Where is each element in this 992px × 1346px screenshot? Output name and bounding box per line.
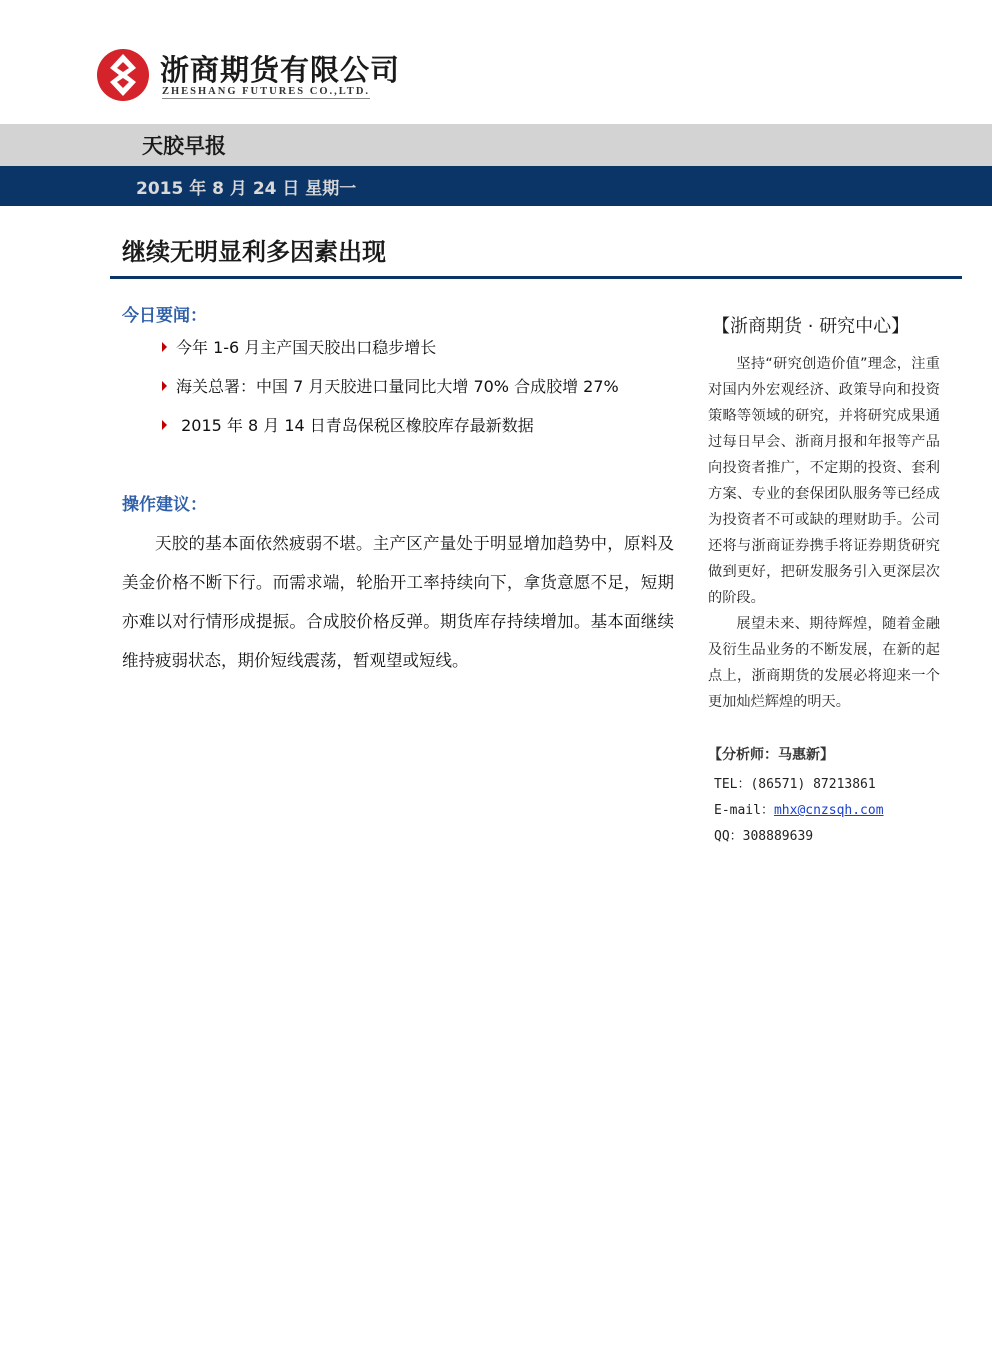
email-label: E-mail： xyxy=(714,803,774,818)
advice-text: 天胶的基本面依然疲弱不堪。主产区产量处于明显增加趋势中，原料及美金价格不断下行。而需求端，轮胎开工率持续向下，拿货意愿不足，短期亦难以对行情形成提振。合成胶价格反弹。期货库存持续增加。基本面继续维持疲弱状态，期价短线震荡，暂观望或短线。 xyxy=(122,534,674,670)
logo-divider xyxy=(162,98,370,99)
analyst-email xyxy=(714,799,884,818)
advice-body xyxy=(122,524,674,680)
qq-value: 308889639 xyxy=(742,829,814,844)
headline-divider xyxy=(110,276,962,279)
email-link[interactable]: mhx@cnzsqh.com xyxy=(773,803,884,818)
analyst-title: 【分析师：马惠新】 xyxy=(708,747,834,763)
report-date: 2015 年 8 月 24 日 星期一 xyxy=(136,179,357,199)
headline: 继续无明显利多因素出现 xyxy=(122,238,386,266)
analyst-qq xyxy=(714,825,813,844)
intro-paragraph: 展望未来、期待辉煌，随着金融及衍生品业务的不断发展，在新的起点上，浙商期货的发展必将迎来一个更加灿烂辉煌的明天。 xyxy=(708,616,940,710)
bullet-icon xyxy=(162,420,167,430)
news-item xyxy=(162,374,619,397)
news-item-text: 2015 年 8 月 14 日青岛保税区橡胶库存最新数据 xyxy=(176,416,534,435)
research-center-title: 【浙商期货 · 研究中心】 xyxy=(712,316,910,337)
research-center-intro xyxy=(708,351,940,715)
advice-heading: 操作建议： xyxy=(122,495,207,515)
bullet-icon xyxy=(162,381,167,391)
qq-label: QQ： xyxy=(714,829,743,844)
news-item-text: 海关总署：中国 7 月天胶进口量同比大增 70% 合成胶增 27% xyxy=(176,377,619,396)
news-item xyxy=(162,413,534,436)
intro-paragraph: 坚持“研究创造价值”理念，注重对国内外宏观经济、政策导向和投资策略等领域的研究，并将研究成果通过每日早会、浙商月报和年报等产品向投资者推广，不定期的投资、套利方案、专业的套保团队服务等已经成为投资者不可或缺的理财助手。公司还将与浙商证券携手将证券期货研究做到更好，把研发服务引入更深层次的阶段。 xyxy=(708,356,940,606)
bullet-icon xyxy=(162,342,167,352)
company-logo-icon xyxy=(96,48,150,102)
tel-value: (86571) 87213861 xyxy=(750,777,876,792)
tel-label: TEL： xyxy=(714,777,751,792)
news-item xyxy=(162,335,436,358)
company-name-cn: 浙商期货有限公司 xyxy=(160,53,401,87)
news-item-text: 今年 1-6 月主产国天胶出口稳步增长 xyxy=(176,338,437,357)
report-title: 天胶早报 xyxy=(142,134,226,158)
company-name-en: ZHESHANG FUTURES CO.,LTD. xyxy=(162,86,371,97)
analyst-tel xyxy=(714,773,876,792)
news-heading: 今日要闻： xyxy=(122,306,207,326)
